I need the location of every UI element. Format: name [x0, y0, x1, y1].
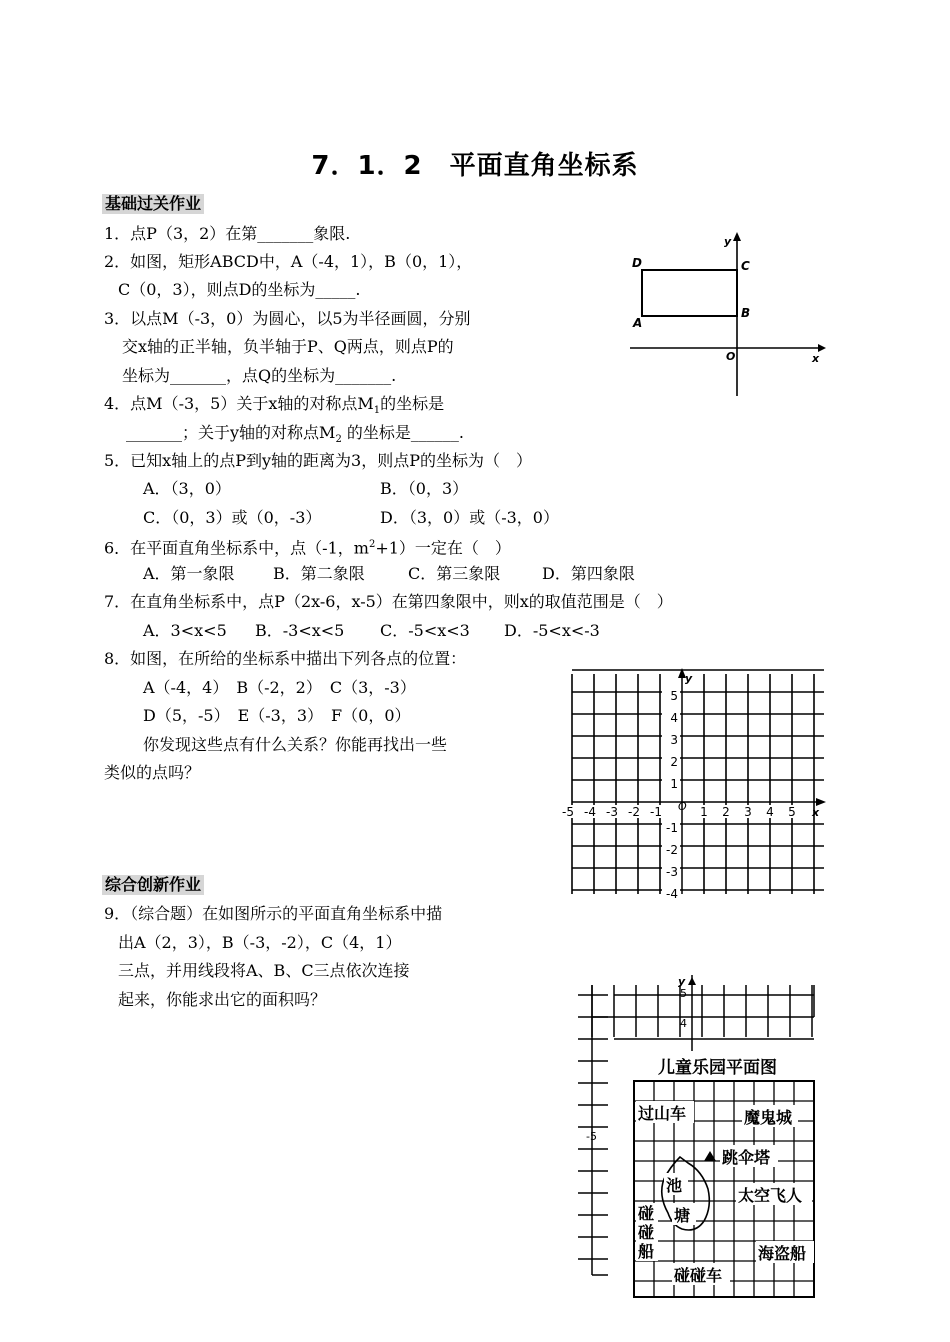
grid8-ytick-label: 5 [670, 689, 678, 703]
q5-option-a: A．（3，0） [143, 479, 231, 498]
q5-stem: 5．已知x轴上的点P到y轴的距离为3，则点P的坐标为（ ） [104, 451, 532, 470]
q8-question: 你发现这些点有什么关系？你能再找出一些 [143, 735, 448, 754]
q6-option-c: C．第三象限 [408, 564, 501, 583]
q5-option-d: D．（3，0）或（-3，0） [380, 508, 559, 527]
q1: 1．点P（3，2）在第_______象限. [104, 224, 351, 243]
place-roller-coaster: 过山车 [638, 1104, 687, 1123]
q5-option-b: B．（0，3） [380, 479, 469, 498]
grid8-ytick-label: 4 [670, 711, 678, 725]
grid8-ytick-label: 1 [670, 777, 678, 791]
grid8-origin-label: O [678, 800, 687, 813]
park-tick-neg5: -5 [586, 1130, 597, 1143]
q6-option-b: B．第二象限 [273, 564, 365, 583]
label-x: x [812, 352, 820, 365]
q6-option-a: A．第一象限 [143, 564, 235, 583]
q2-line2: C（0，3），则点D的坐标为_____. [118, 280, 361, 299]
q7-option-b: B．-3<x<5 [255, 621, 345, 640]
q4-line1: 4．点M（-3，5）关于x轴的对称点$M_1$的坐标是 [104, 394, 445, 417]
q7-option-a: A．3<x<5 [143, 621, 227, 640]
q2-line1: 2．如图，矩形ABCD中，A（-4，1），B（0，1）， [104, 252, 473, 271]
grid8-xtick-label: 4 [766, 805, 774, 819]
section-basic: 基础过关作业 [102, 194, 204, 214]
q7-option-d: D．-5<x<-3 [504, 621, 600, 640]
q6-option-d: D．第四象限 [542, 564, 635, 583]
place-pirate-ship: 海盗船 [758, 1244, 807, 1263]
grid8-xtick-label: -3 [606, 805, 618, 819]
place-bumper-boat: 碰碰船 [638, 1204, 655, 1261]
label-C: C [741, 259, 750, 273]
grid8-ytick-label: -2 [666, 843, 678, 857]
q8-points-row1: A（-4，4） B（-2，2） C（3，-3） [143, 678, 416, 697]
label-A: A [633, 316, 643, 330]
grid8-xtick-label: -1 [650, 805, 662, 819]
q6-stem: 6．在平面直角坐标系中，点（-1，$m^2+1$）一定在（ ） [104, 538, 511, 558]
q9-line3: 三点，并用线段将A、B、C三点依次连接 [118, 961, 410, 980]
label-y: y [724, 235, 732, 248]
grid8-xtick-label: -4 [584, 805, 596, 819]
q8-points-row2: D（5，-5） E（-3，3） F（0，0） [143, 706, 411, 725]
grid8-xtick-label: 3 [744, 805, 752, 819]
q3-line3: 坐标为_______，点Q的坐标为_______. [122, 366, 397, 385]
place-pond-1: 池 [666, 1176, 683, 1195]
q9-line2: 出A（2，3），B（-3，-2），C（4，1） [118, 933, 402, 952]
grid8-xtick-label: 1 [700, 805, 708, 819]
grid8-x-label: x [812, 806, 820, 819]
place-bumper-car: 碰碰车 [674, 1266, 723, 1285]
grid8-xtick-label: 5 [788, 805, 796, 819]
rectangle-figure [620, 228, 830, 400]
label-O: O [726, 350, 736, 363]
q7-option-c: C．-5<x<3 [380, 621, 470, 640]
grid8-y-label: y [685, 672, 693, 685]
grid8-ytick-label: 3 [670, 733, 678, 747]
grid8-xtick-label: -2 [628, 805, 640, 819]
park-tick-4: 4 [680, 1017, 687, 1030]
grid8-ytick-label: -4 [666, 887, 678, 898]
park-tick-5: 5 [680, 987, 687, 1000]
grid8-ytick-label: -1 [666, 821, 678, 835]
page-title: 7．1．2 平面直角坐标系 [311, 151, 639, 181]
grid8-xtick-label: 2 [722, 805, 730, 819]
q4-line2: _______；关于y轴的对称点$M_2$ 的坐标是______. [126, 423, 464, 446]
q3-line1: 3．以点M（-3，0）为圆心，以5为半径画圆，分别 [104, 309, 471, 328]
q3-line2: 交x轴的正半轴，负半轴于P、Q两点，则点P的 [122, 337, 454, 356]
section-creative: 综合创新作业 [102, 875, 204, 895]
label-D: D [632, 256, 642, 270]
grid8-ytick-label: -3 [666, 865, 678, 879]
label-B: B [741, 306, 751, 320]
q7-stem: 7．在直角坐标系中，点P（2x-6，x-5）在第四象限中，则x的取值范围是（ ） [104, 592, 673, 611]
place-parachute-tower: 跳伞塔 [722, 1148, 771, 1167]
place-devil-castle: 魔鬼城 [744, 1108, 793, 1127]
grid8-xtick-label: -5 [562, 805, 574, 819]
place-pond-2: 塘 [674, 1206, 691, 1225]
q9-line4: 起来，你能求出它的面积吗？ [118, 990, 327, 1009]
grid8-ytick-label: 2 [670, 755, 678, 769]
coordinate-grid-q8 [562, 662, 832, 898]
place-space-flyer: 太空飞人 [738, 1186, 803, 1205]
park-map-title: 儿童乐园平面图 [658, 1058, 777, 1078]
q5-option-c: C．（0，3）或（0，-3） [143, 508, 322, 527]
q8-stem: 8．如图，在所给的坐标系中描出下列各点的位置： [104, 649, 467, 668]
park-y-label: y [678, 975, 686, 988]
q8-question-cont: 类似的点吗？ [104, 763, 201, 782]
park-map-figure [572, 975, 822, 1310]
q9-line1: 9．（综合题）在如图所示的平面直角坐标系中描 [104, 904, 443, 923]
